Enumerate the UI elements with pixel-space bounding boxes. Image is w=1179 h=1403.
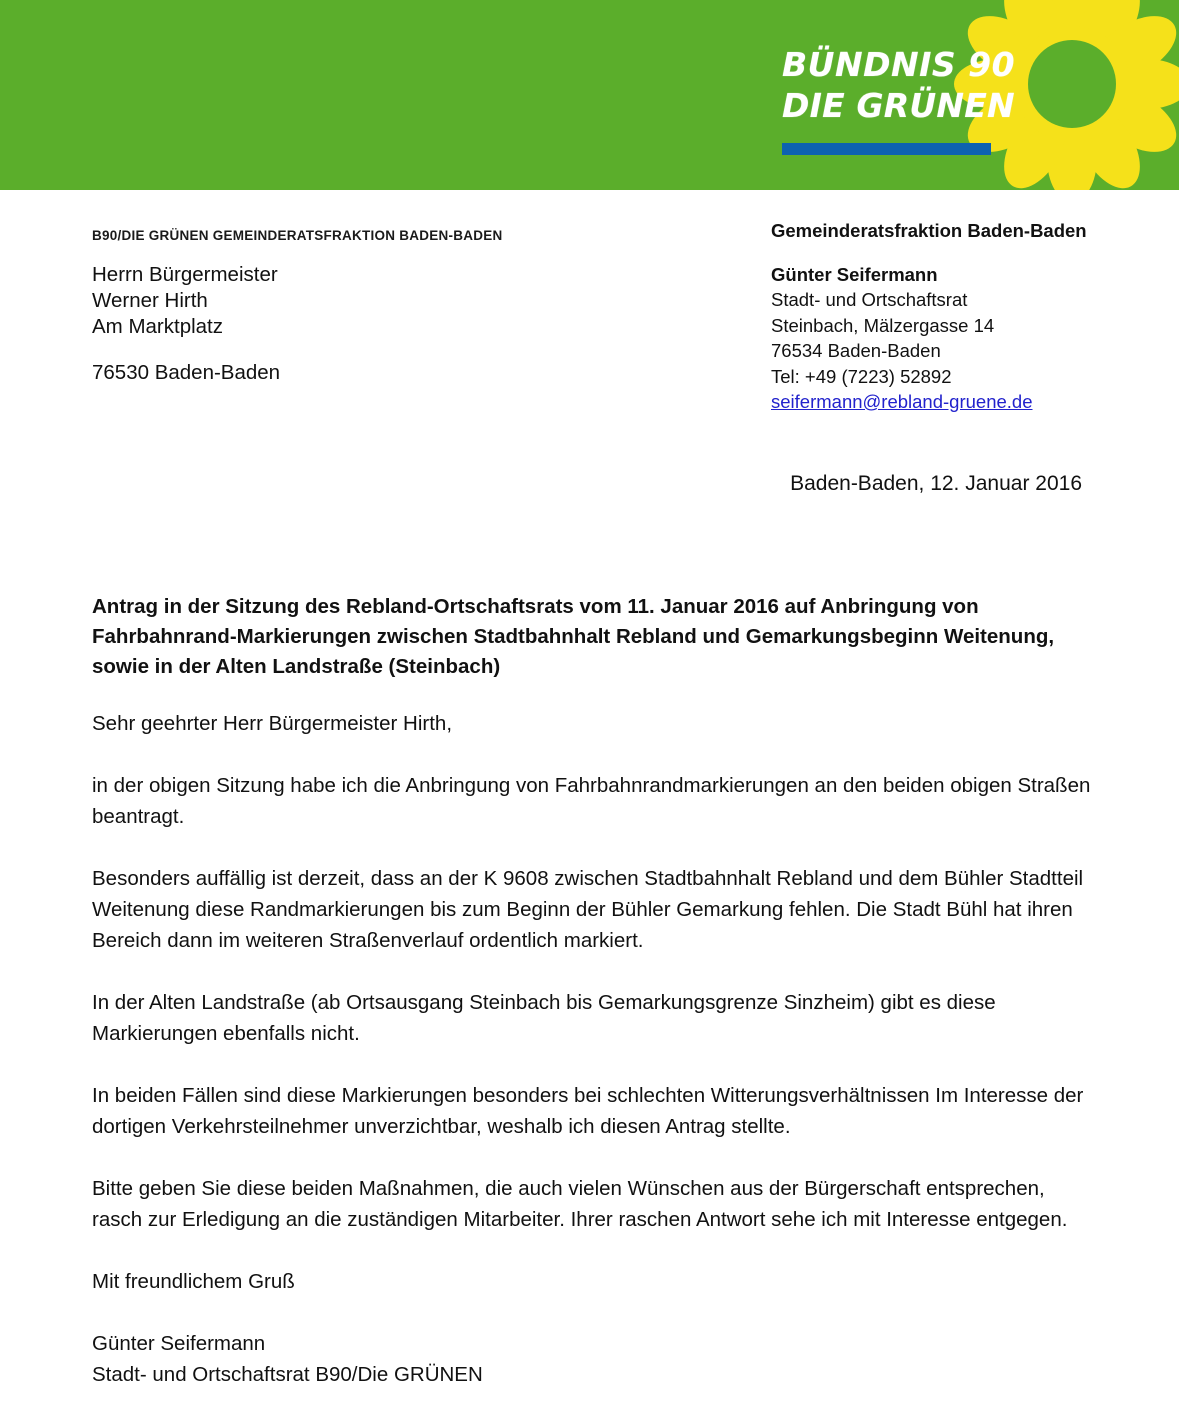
recipient-spacer xyxy=(92,340,280,360)
sender-organisation: Gemeinderatsfraktion Baden-Baden xyxy=(771,220,1087,241)
paragraph-3: In der Alten Landstraße (ab Ortsausgang Steinbach bis Gemarkungsgrenze Sinzheim) gibt es diese Markierungen ebenfalls nicht. xyxy=(92,991,996,1045)
logo-wordmark xyxy=(782,44,1112,126)
sender-role: Stadt- und Ortschaftsrat xyxy=(771,289,968,310)
signature-name: Günter Seifermann xyxy=(92,1332,266,1355)
letter-body xyxy=(92,708,1092,1390)
paragraph-5: Bitte geben Sie diese beiden Maßnahmen, die auch vielen Wünschen aus der Bürgerschaft entsprechen, rasch zur Erledigung an die zuständigen Mitarbeiter. Ihrer raschen Antwort sehe ich mit Interesse entgegen. xyxy=(92,1177,1068,1231)
paragraph-2: Besonders auffällig ist derzeit, dass an der K 9608 zwischen Stadtbahnhalt Rebland und dem Bühler Stadtteil Weitenung diese Randmarkierungen bis zum Beginn der Bühler Gemarkung fehlen. Die Stadt Bühl hat ihren Bereich dann im weiteren Straßenverlauf ordentlich markiert. xyxy=(92,867,1084,952)
header-band xyxy=(0,0,1179,190)
sender-street: Steinbach, Mälzergasse 14 xyxy=(771,314,995,336)
sender-name: Günter Seifermann xyxy=(771,263,938,285)
recipient-line-3: Am Marktplatz xyxy=(92,315,223,338)
recipient-line-4: 76530 Baden-Baden xyxy=(92,361,281,384)
recipient-address xyxy=(92,262,280,386)
sender-city: 76534 Baden-Baden xyxy=(771,340,941,361)
closing-greeting: Mit freundlichem Gruß xyxy=(92,1270,295,1293)
recipient-line-1: Herrn Bürgermeister xyxy=(92,263,278,286)
sender-phone: Tel: +49 (7223) 52892 xyxy=(771,365,952,387)
date-line: Baden-Baden, 12. Januar 2016 xyxy=(790,472,1082,495)
paragraph-1: in der obigen Sitzung habe ich die Anbringung von Fahrbahnrandmarkierungen an den beiden obigen Straßen beantragt. xyxy=(92,774,1091,828)
blue-bar-icon xyxy=(782,143,991,155)
recipient-line-2: Werner Hirth xyxy=(92,289,208,312)
sender-email-link[interactable]: seifermann@rebland-gruene.de xyxy=(771,391,1033,412)
signature-role: Stadt- und Ortschaftsrat B90/Die GRÜNEN xyxy=(92,1363,483,1386)
paragraph-4: In beiden Fällen sind diese Markierungen besonders bei schlechten Witterungsverhältnissen Im Interesse der dortigen Verkehrsteilnehmer unverzichtbar, weshalb ich diesen Antrag stellte. xyxy=(92,1084,1084,1138)
logo-line-2: DIE GRÜNEN xyxy=(782,86,1015,125)
sender-block xyxy=(771,218,1087,415)
sender-spacer xyxy=(771,244,1087,262)
subject-heading: Antrag in der Sitzung des Rebland-Ortschaftsrats vom 11. Januar 2016 auf Anbringung von Fahrbahnrand-Markierungen zwischen Stadtbahnhalt Rebland und Gemarkungsbeginn Weitenung, sowie in der Alten Landstraße (Steinbach) xyxy=(92,595,1055,678)
salutation: Sehr geehrter Herr Bürgermeister Hirth, xyxy=(92,712,453,735)
letterhead-tagline: B90/DIE GRÜNEN GEMEINDERATSFRAKTION BADEN-BADEN xyxy=(92,228,503,243)
logo-line-1: BÜNDNIS 90 xyxy=(782,45,1016,84)
